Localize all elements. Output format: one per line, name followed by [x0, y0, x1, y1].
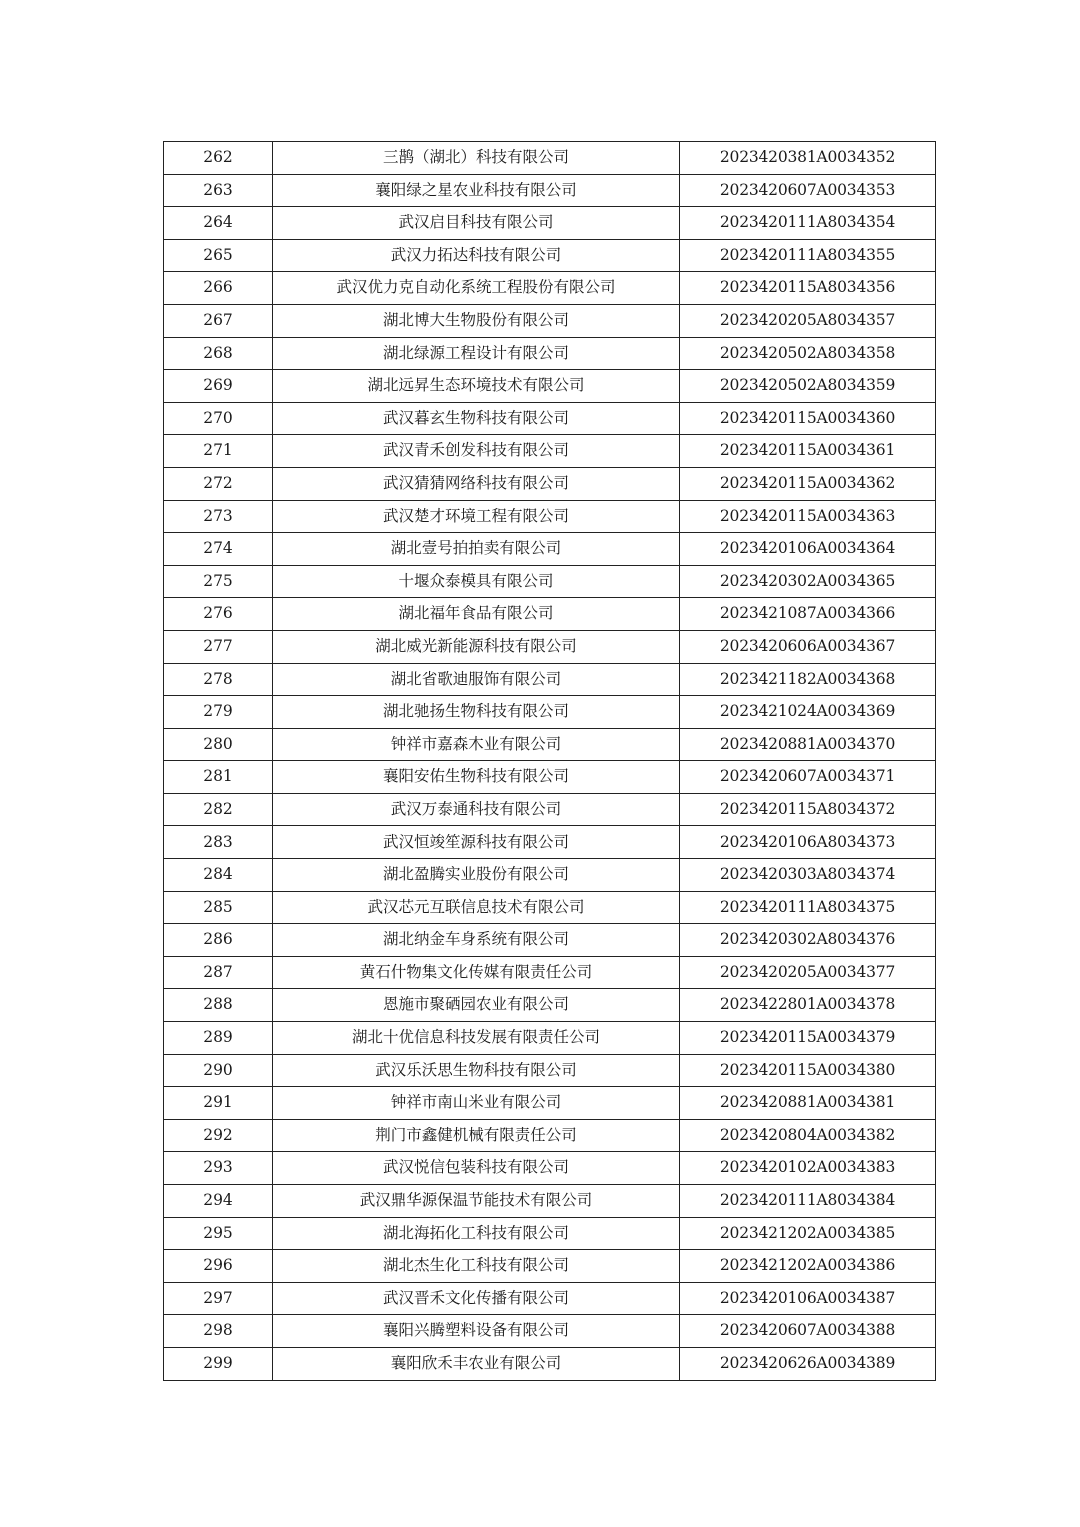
registration-code: 2023420381A0034352 [680, 142, 936, 175]
row-number: 289 [164, 1022, 273, 1055]
registration-code: 2023420205A0034377 [680, 956, 936, 989]
row-number: 296 [164, 1250, 273, 1283]
company-name: 湖北壹号拍拍卖有限公司 [273, 533, 680, 566]
company-name: 武汉启目科技有限公司 [273, 207, 680, 240]
table-row [164, 1315, 936, 1348]
registration-code: 2023420502A8034358 [680, 337, 936, 370]
row-number: 292 [164, 1119, 273, 1152]
registration-code: 2023420502A8034359 [680, 370, 936, 403]
registration-code: 2023420881A0034381 [680, 1087, 936, 1120]
table-row [164, 533, 936, 566]
row-number: 295 [164, 1217, 273, 1250]
row-number: 284 [164, 859, 273, 892]
registration-code: 2023420111A8034354 [680, 207, 936, 240]
company-name: 武汉青禾创发科技有限公司 [273, 435, 680, 468]
row-number: 276 [164, 598, 273, 631]
table-row [164, 565, 936, 598]
company-name: 湖北省歌迪服饰有限公司 [273, 663, 680, 696]
table-row [164, 891, 936, 924]
company-name: 湖北海拓化工科技有限公司 [273, 1217, 680, 1250]
company-name: 武汉优力克自动化系统工程股份有限公司 [273, 272, 680, 305]
row-number: 299 [164, 1347, 273, 1380]
table-row [164, 1347, 936, 1380]
company-name: 湖北驰扬生物科技有限公司 [273, 696, 680, 729]
row-number: 272 [164, 467, 273, 500]
row-number: 268 [164, 337, 273, 370]
company-name: 荆门市鑫健机械有限责任公司 [273, 1119, 680, 1152]
row-number: 291 [164, 1087, 273, 1120]
table-row [164, 239, 936, 272]
company-name: 三鹊（湖北）科技有限公司 [273, 142, 680, 175]
company-name: 黄石什物集文化传媒有限责任公司 [273, 956, 680, 989]
company-name: 武汉乐沃思生物科技有限公司 [273, 1054, 680, 1087]
table-row [164, 337, 936, 370]
company-name: 湖北纳金车身系统有限公司 [273, 924, 680, 957]
row-number: 277 [164, 630, 273, 663]
company-name: 武汉悦信包装科技有限公司 [273, 1152, 680, 1185]
table-row [164, 598, 936, 631]
table-row [164, 1217, 936, 1250]
row-number: 294 [164, 1185, 273, 1218]
registration-code: 2023420102A0034383 [680, 1152, 936, 1185]
table-row [164, 1022, 936, 1055]
table-row [164, 1119, 936, 1152]
company-name: 湖北十优信息科技发展有限责任公司 [273, 1022, 680, 1055]
table-row [164, 1282, 936, 1315]
table-row [164, 174, 936, 207]
company-name: 武汉猜猜网络科技有限公司 [273, 467, 680, 500]
company-name: 武汉芯元互联信息技术有限公司 [273, 891, 680, 924]
registration-code: 2023420106A8034373 [680, 826, 936, 859]
company-name: 武汉楚才环境工程有限公司 [273, 500, 680, 533]
table-row [164, 956, 936, 989]
registration-code: 2023420607A0034371 [680, 761, 936, 794]
company-name: 湖北福年食品有限公司 [273, 598, 680, 631]
registration-code: 2023420115A0034362 [680, 467, 936, 500]
row-number: 293 [164, 1152, 273, 1185]
row-number: 279 [164, 696, 273, 729]
company-name: 十堰众泰模具有限公司 [273, 565, 680, 598]
company-name: 武汉万泰通科技有限公司 [273, 793, 680, 826]
company-name: 襄阳欣禾丰农业有限公司 [273, 1347, 680, 1380]
company-name: 武汉力拓达科技有限公司 [273, 239, 680, 272]
table-row [164, 793, 936, 826]
registration-code: 2023420115A0034360 [680, 402, 936, 435]
registration-code: 2023420111A8034384 [680, 1185, 936, 1218]
company-name: 武汉恒竣笙源科技有限公司 [273, 826, 680, 859]
registration-code: 2023420302A8034376 [680, 924, 936, 957]
table-row [164, 370, 936, 403]
table-row [164, 142, 936, 175]
table-row [164, 1087, 936, 1120]
registration-code: 2023422801A0034378 [680, 989, 936, 1022]
registration-code: 2023420115A8034372 [680, 793, 936, 826]
company-list-table [163, 141, 936, 1381]
row-number: 269 [164, 370, 273, 403]
row-number: 265 [164, 239, 273, 272]
table-row [164, 1152, 936, 1185]
table-row [164, 728, 936, 761]
registration-code: 2023420115A0034380 [680, 1054, 936, 1087]
company-name: 湖北威光新能源科技有限公司 [273, 630, 680, 663]
registration-code: 2023420302A0034365 [680, 565, 936, 598]
company-name: 湖北盈腾实业股份有限公司 [273, 859, 680, 892]
registration-code: 2023420111A8034355 [680, 239, 936, 272]
table-body [164, 142, 936, 1381]
table-row [164, 1054, 936, 1087]
company-name: 湖北远昇生态环境技术有限公司 [273, 370, 680, 403]
registration-code: 2023420303A8034374 [680, 859, 936, 892]
table-row [164, 696, 936, 729]
registration-code: 2023421024A0034369 [680, 696, 936, 729]
registration-code: 2023420607A0034388 [680, 1315, 936, 1348]
row-number: 264 [164, 207, 273, 240]
row-number: 298 [164, 1315, 273, 1348]
table-row [164, 500, 936, 533]
registration-code: 2023420111A8034375 [680, 891, 936, 924]
row-number: 263 [164, 174, 273, 207]
company-name: 湖北杰生化工科技有限公司 [273, 1250, 680, 1283]
registration-code: 2023420115A8034356 [680, 272, 936, 305]
row-number: 278 [164, 663, 273, 696]
row-number: 274 [164, 533, 273, 566]
table-row [164, 435, 936, 468]
company-name: 恩施市聚硒园农业有限公司 [273, 989, 680, 1022]
registration-code: 2023420115A0034363 [680, 500, 936, 533]
registration-code: 2023421087A0034366 [680, 598, 936, 631]
table-row [164, 1185, 936, 1218]
registration-code: 2023421202A0034385 [680, 1217, 936, 1250]
registration-code: 2023420881A0034370 [680, 728, 936, 761]
table-row [164, 1250, 936, 1283]
row-number: 282 [164, 793, 273, 826]
row-number: 270 [164, 402, 273, 435]
row-number: 288 [164, 989, 273, 1022]
table-row [164, 826, 936, 859]
registration-code: 2023420205A8034357 [680, 304, 936, 337]
table-row [164, 272, 936, 305]
registration-code: 2023420607A0034353 [680, 174, 936, 207]
registration-code: 2023420626A0034389 [680, 1347, 936, 1380]
company-name: 钟祥市南山米业有限公司 [273, 1087, 680, 1120]
registration-code: 2023421182A0034368 [680, 663, 936, 696]
registration-code: 2023421202A0034386 [680, 1250, 936, 1283]
table-row [164, 467, 936, 500]
registration-code: 2023420115A0034379 [680, 1022, 936, 1055]
table-row [164, 304, 936, 337]
table-row [164, 663, 936, 696]
registration-code: 2023420804A0034382 [680, 1119, 936, 1152]
table-row [164, 761, 936, 794]
row-number: 267 [164, 304, 273, 337]
company-name: 湖北博大生物股份有限公司 [273, 304, 680, 337]
row-number: 266 [164, 272, 273, 305]
row-number: 297 [164, 1282, 273, 1315]
company-name: 武汉晋禾文化传播有限公司 [273, 1282, 680, 1315]
table-row [164, 207, 936, 240]
table-row [164, 630, 936, 663]
registration-code: 2023420115A0034361 [680, 435, 936, 468]
company-name: 武汉暮玄生物科技有限公司 [273, 402, 680, 435]
table-row [164, 989, 936, 1022]
company-name: 武汉鼎华源保温节能技术有限公司 [273, 1185, 680, 1218]
row-number: 262 [164, 142, 273, 175]
row-number: 271 [164, 435, 273, 468]
registration-code: 2023420606A0034367 [680, 630, 936, 663]
row-number: 287 [164, 956, 273, 989]
row-number: 280 [164, 728, 273, 761]
table-row [164, 924, 936, 957]
row-number: 286 [164, 924, 273, 957]
row-number: 281 [164, 761, 273, 794]
company-name: 襄阳兴腾塑料设备有限公司 [273, 1315, 680, 1348]
row-number: 275 [164, 565, 273, 598]
row-number: 290 [164, 1054, 273, 1087]
company-name: 襄阳安佑生物科技有限公司 [273, 761, 680, 794]
registration-code: 2023420106A0034387 [680, 1282, 936, 1315]
company-name: 湖北绿源工程设计有限公司 [273, 337, 680, 370]
row-number: 285 [164, 891, 273, 924]
table-row [164, 859, 936, 892]
registration-code: 2023420106A0034364 [680, 533, 936, 566]
row-number: 273 [164, 500, 273, 533]
company-name: 襄阳绿之星农业科技有限公司 [273, 174, 680, 207]
row-number: 283 [164, 826, 273, 859]
table-row [164, 402, 936, 435]
company-name: 钟祥市嘉森木业有限公司 [273, 728, 680, 761]
